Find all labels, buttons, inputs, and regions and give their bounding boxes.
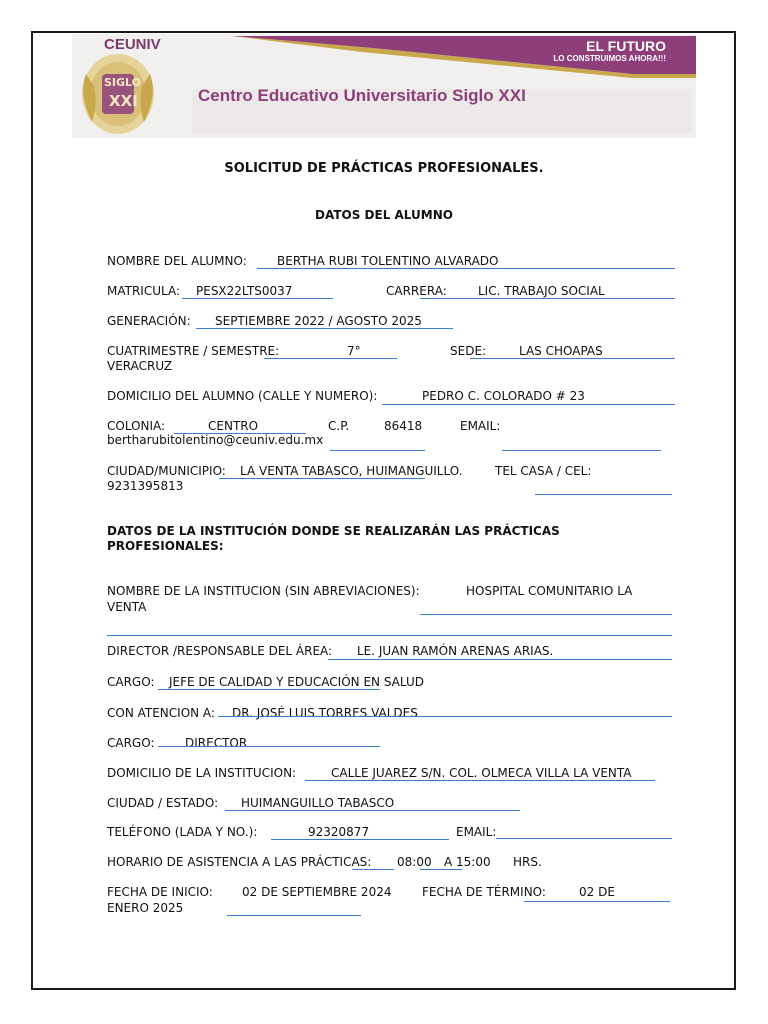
underline [305, 780, 655, 781]
telefono-label: TELÉFONO (LADA Y NO.): [107, 825, 258, 839]
underline [158, 746, 380, 747]
horario-to: 15:00 [456, 855, 491, 869]
underline [227, 915, 361, 916]
logo-top-text: CEUNIV [104, 36, 161, 53]
carrera-label: CARRERA: [386, 284, 447, 298]
underline [271, 839, 449, 840]
institucion-ciudad-value: HUIMANGUILLO TABASCO [241, 796, 395, 810]
fecha-inicio-value: 02 DE SEPTIEMBRE 2024 [242, 885, 392, 899]
logo-seal-line1: SIGLO [104, 76, 142, 89]
section-institution-title: DATOS DE LA INSTITUCIÓN DONDE SE REALIZARÁN LAS PRÁCTICAS [107, 524, 560, 538]
fecha-termino-label: FECHA DE TÉRMINO: [422, 885, 546, 899]
underline [225, 810, 520, 811]
logo-seal-line2: XXI [109, 92, 138, 110]
underline [420, 869, 462, 870]
director-label: DIRECTOR /RESPONSABLE DEL ÁREA: [107, 644, 333, 658]
telefono-value: 92320877 [308, 825, 370, 839]
matricula-value: PESX22LTS0037 [196, 284, 293, 298]
tel-label: TEL CASA / CEL: [495, 464, 592, 478]
atencion-label: CON ATENCION A: [107, 706, 215, 720]
institucion-domicilio-label: DOMICILIO DE LA INSTITUCION: [107, 766, 297, 780]
student-name-value: BERTHA RUBI TOLENTINO ALVARADO [277, 254, 499, 268]
institution-name: Centro Educativo Universitario Siglo XXI [198, 86, 526, 105]
institucion-domicilio-value: CALLE JUAREZ S/N. COL. OLMECA VILLA LA VENTA [331, 766, 632, 780]
sede-value-cont: VERACRUZ [107, 359, 173, 373]
horario-label: HORARIO DE ASISTENCIA A LAS PRÁCTICAS: [107, 855, 372, 869]
underline [524, 901, 670, 902]
header-banner [72, 34, 696, 138]
domicilio-value: PEDRO C. COLORADO # 23 [422, 389, 585, 403]
underline [196, 328, 453, 329]
institucion-ciudad-label: CIUDAD / ESTADO: [107, 796, 219, 810]
underline [382, 404, 675, 405]
underline [496, 838, 672, 839]
institucion-nombre-value-cont: VENTA [107, 600, 147, 614]
institucion-email-label: EMAIL: [456, 825, 497, 839]
underline [470, 358, 675, 359]
colonia-label: COLONIA: [107, 419, 166, 433]
underline [502, 450, 661, 451]
institucion-nombre-label: NOMBRE DE LA INSTITUCION (SIN ABREVIACIONES): [107, 584, 420, 598]
underline [218, 716, 672, 717]
cp-label: C.P. [328, 419, 350, 433]
generacion-value: SEPTIEMBRE 2022 / AGOSTO 2025 [215, 314, 422, 328]
cuatrimestre-label: CUATRIMESTRE / SEMESTRE: [107, 344, 280, 358]
fecha-inicio-label: FECHA DE INICIO: [107, 885, 213, 899]
underline [420, 298, 675, 299]
ciudad-value: LA VENTA TABASCO, HUIMANGUILLO. [240, 464, 463, 478]
cargo2-value: DIRECTOR [185, 736, 248, 750]
document-title: SOLICITUD DE PRÁCTICAS PROFESIONALES. [224, 161, 544, 176]
horario-unit: HRS. [513, 855, 542, 869]
slogan-sub: LO CONSTRUIMOS AHORA!!! [553, 54, 666, 63]
horario-sep: A [444, 855, 453, 869]
underline [535, 494, 672, 495]
cargo1-value: JEFE DE CALIDAD Y EDUCACIÓN EN SALUD [169, 675, 424, 689]
slogan-main: EL FUTURO [586, 38, 666, 54]
generacion-label: GENERACIÓN: [107, 314, 191, 328]
section-institution-title-cont: PROFESIONALES: [107, 539, 224, 553]
director-value: LE. JUAN RAMÓN ARENAS ARIAS. [357, 644, 554, 658]
underline [330, 450, 425, 451]
fecha-termino-value: 02 DE [579, 885, 615, 899]
underline [264, 358, 397, 359]
student-name-label: NOMBRE DEL ALUMNO: [107, 254, 247, 268]
domicilio-label: DOMICILIO DEL ALUMNO (CALLE Y NUMERO): [107, 389, 378, 403]
underline [158, 689, 380, 690]
tel-value: 9231395813 [107, 479, 184, 493]
cargo1-label: CARGO: [107, 675, 155, 689]
underline [257, 268, 675, 269]
matricula-label: MATRICULA: [107, 284, 181, 298]
underline [219, 478, 425, 479]
colonia-value: CENTRO [208, 419, 259, 433]
underline [107, 635, 672, 636]
cuatrimestre-value: 7° [347, 344, 361, 358]
carrera-value: LIC. TRABAJO SOCIAL [478, 284, 605, 298]
email-value: bertharubitolentino@ceuniv.edu.mx [107, 433, 324, 447]
horario-from: 08:00 [397, 855, 432, 869]
cargo2-label: CARGO: [107, 736, 155, 750]
atencion-value: DR. JOSÉ LUIS TORRES VALDES [232, 706, 418, 720]
cp-value: 86418 [384, 419, 423, 433]
ciudad-label: CIUDAD/MUNICIPIO: [107, 464, 226, 478]
sede-label: SEDE: [450, 344, 487, 358]
institucion-nombre-value: HOSPITAL COMUNITARIO LA [466, 584, 633, 598]
underline [182, 298, 333, 299]
underline [352, 869, 394, 870]
email-label: EMAIL: [460, 419, 501, 433]
underline [328, 659, 672, 660]
underline [420, 614, 672, 615]
sede-value: LAS CHOAPAS [519, 344, 603, 358]
fecha-termino-value-cont: ENERO 2025 [107, 901, 184, 915]
section-student-title: DATOS DEL ALUMNO [315, 208, 453, 222]
